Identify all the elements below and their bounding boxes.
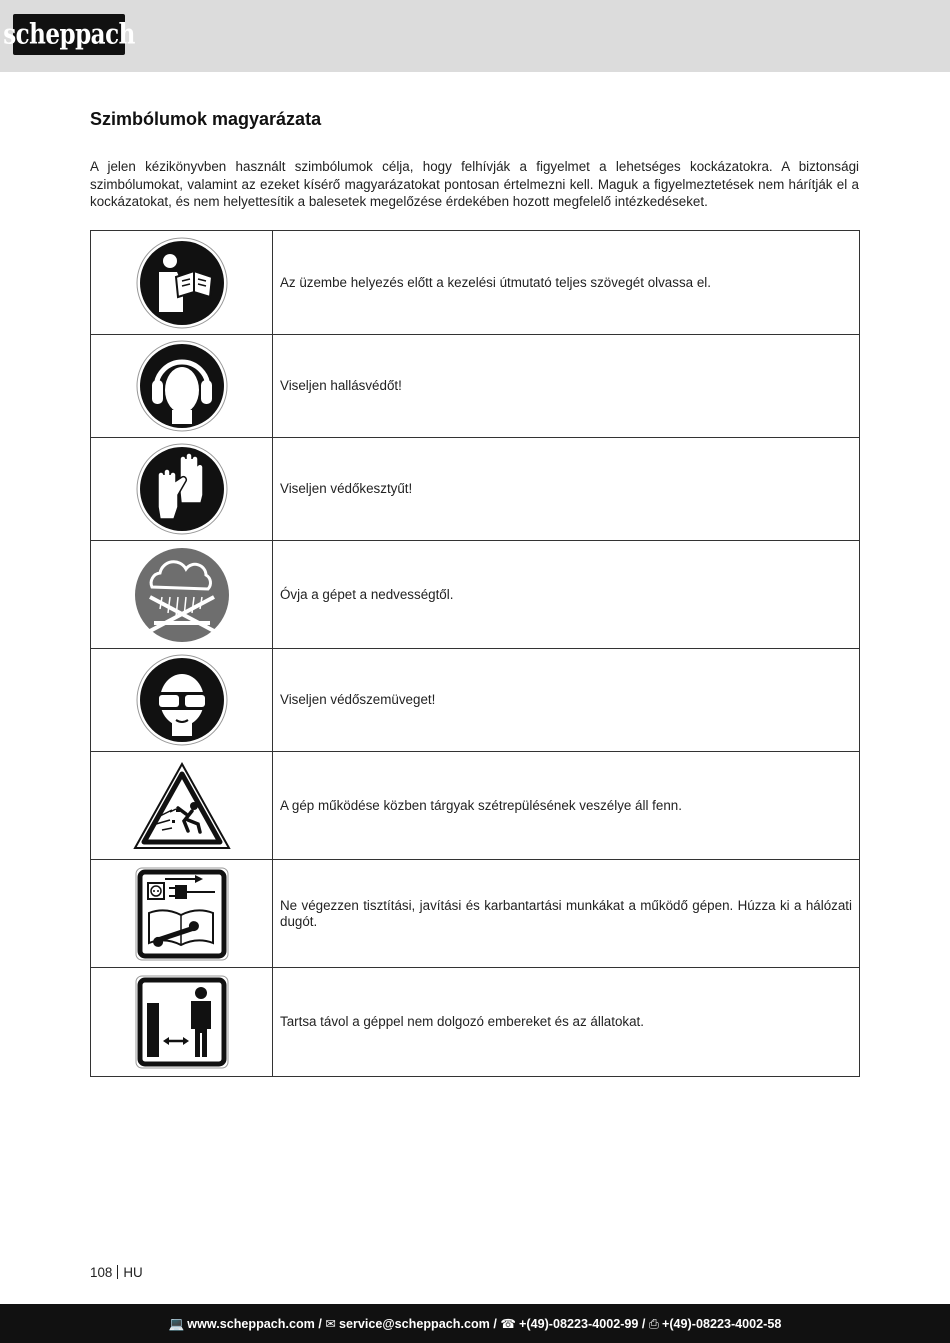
hearing-protection-icon — [136, 340, 228, 432]
symbol-description: Tartsa távol a géppel nem dolgozó embereket és az állatokat. — [273, 968, 860, 1077]
no-rain-icon — [134, 547, 230, 643]
unplug-before-maintenance-icon — [135, 867, 229, 961]
website-link[interactable]: www.scheppach.com — [187, 1317, 315, 1331]
symbol-row — [91, 968, 860, 1077]
symbol-description: Viseljen védőszemüveget! — [273, 649, 860, 752]
page-number-value: 108 — [90, 1265, 113, 1280]
page-title: Szimbólumok magyarázata — [90, 109, 322, 129]
symbol-description: Viseljen védőkesztyűt! — [273, 438, 860, 541]
symbol-row — [91, 860, 860, 968]
contact-line: 💻 www.scheppach.com / ✉ service@scheppach.com / ☎ +(49)-08223-4002-99 / ⎙ +(49)-08223-4002-58 — [168, 1317, 782, 1331]
symbol-row — [91, 541, 860, 649]
symbol-table — [90, 230, 860, 1077]
fax-number: +(49)-08223-4002-58 — [662, 1317, 782, 1331]
header-band — [0, 0, 950, 72]
mail-icon: ✉ — [325, 1317, 336, 1331]
keep-distance-icon — [135, 975, 229, 1069]
symbol-row — [91, 231, 860, 335]
symbol-description: Óvja a gépet a nedvességtől. — [273, 541, 860, 649]
safety-goggles-icon — [136, 654, 228, 746]
flying-debris-warning-icon — [132, 760, 232, 852]
logo-text: scheppach — [3, 18, 135, 51]
symbol-row — [91, 438, 860, 541]
phone-number: +(49)-08223-4002-99 — [519, 1317, 639, 1331]
scheppach-logo — [3, 14, 135, 55]
footer-band — [0, 1304, 950, 1343]
page-number — [90, 1265, 143, 1280]
symbol-description: Az üzembe helyezés előtt a kezelési útmutató teljes szövegét olvassa el. — [273, 231, 860, 335]
read-manual-icon — [136, 237, 228, 329]
phone-icon: ☎ — [500, 1317, 517, 1331]
email-link[interactable]: service@scheppach.com — [338, 1317, 490, 1331]
symbol-row — [91, 335, 860, 438]
intro-paragraph: A jelen kézikönyvben használt szimbólumok célja, hogy felhívják a figyelmet a lehetséges kockázatokra. A biztonsági szimbólumokat, valamint az ezeket kísérő magyarázatokat pontosan értelmezni kell. Maguk a figyelmeztetések nem hárítják el a kockázatokat, és nem helyettesítik a balesetek megelőzése érdekében hozott megfelelő intézkedéseket. — [90, 159, 859, 209]
symbol-description: A gép működése közben tárgyak szétrepülésének veszélye áll fenn. — [273, 752, 860, 860]
fax-icon: ⎙ — [648, 1317, 659, 1331]
protective-gloves-icon — [136, 443, 228, 535]
symbol-row — [91, 752, 860, 860]
symbol-description: Viseljen hallásvédőt! — [273, 335, 860, 438]
symbol-row — [91, 649, 860, 752]
computer-icon: 💻 — [168, 1317, 185, 1331]
symbol-description: Ne végezzen tisztítási, javítási és karbantartási munkákat a működő gépen. Húzza ki a hálózati dugót. — [273, 860, 860, 968]
language-code: HU — [123, 1265, 143, 1280]
page-number-separator — [117, 1265, 118, 1279]
